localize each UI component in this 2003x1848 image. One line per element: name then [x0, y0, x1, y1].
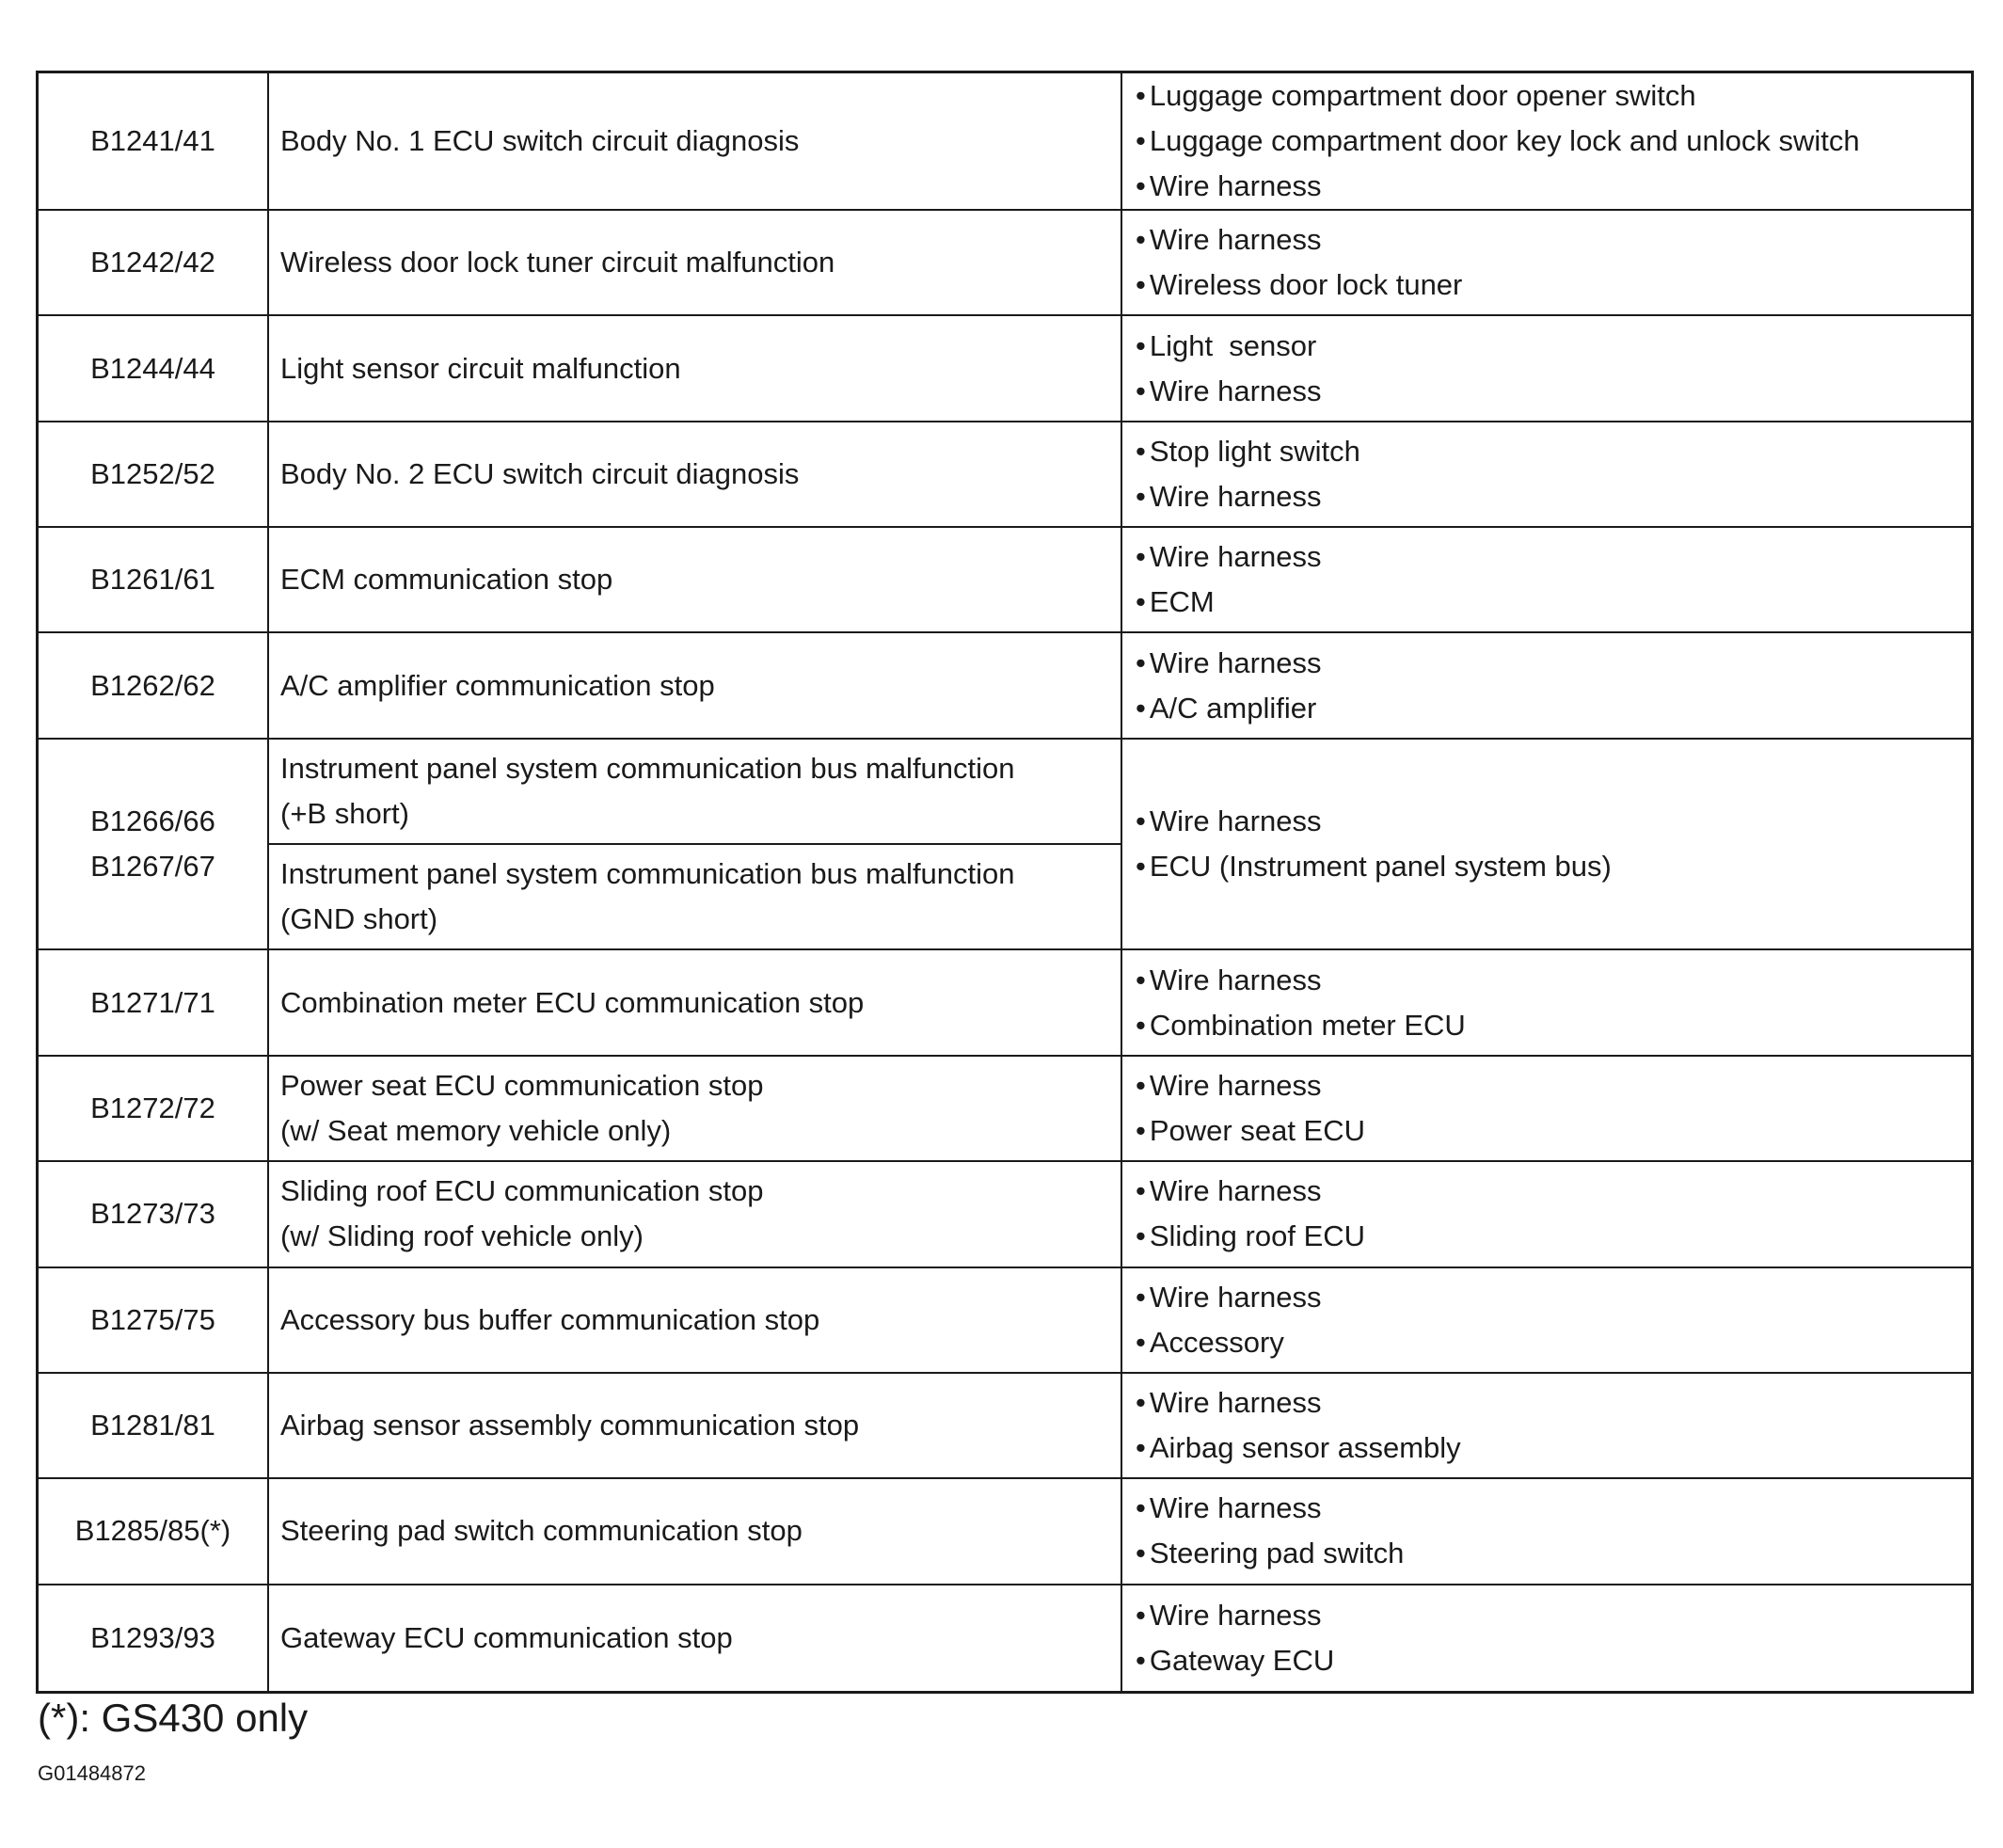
parts-cell: [1122, 422, 1971, 528]
description-cell: [269, 845, 1122, 950]
parts-cell: [1122, 73, 1971, 211]
description-text: (w/ Seat memory vehicle only): [280, 1114, 672, 1148]
part-item: • Accessory: [1136, 1320, 1284, 1365]
part-item: • Wire harness: [1136, 958, 1321, 1003]
description-text: ECM communication stop: [280, 563, 613, 597]
part-item: • Wire harness: [1136, 1063, 1321, 1108]
description-cell: [269, 422, 1122, 528]
figure-id: G01484872: [38, 1761, 146, 1785]
part-item: • Wire harness: [1136, 1275, 1321, 1320]
description-cell: [269, 73, 1122, 211]
part-item: • Wire harness: [1136, 1380, 1321, 1426]
parts-cell: [1122, 1585, 1971, 1691]
description-cell: [269, 950, 1122, 1056]
code-cell: [39, 528, 269, 633]
part-item: • Stop light switch: [1136, 429, 1360, 474]
part-item: • Sliding roof ECU: [1136, 1214, 1365, 1259]
code-text: B1242/42: [90, 246, 215, 279]
part-item: • Wireless door lock tuner: [1136, 263, 1462, 308]
code-text: B1285/85(*): [74, 1514, 231, 1548]
code-text: B1293/93: [90, 1620, 215, 1654]
description-text: A/C amplifier communication stop: [280, 668, 715, 702]
parts-cell: [1122, 528, 1971, 633]
code-text: B1281/81: [90, 1409, 215, 1442]
code-cell: [39, 1268, 269, 1374]
parts-cell: [1122, 1057, 1971, 1162]
part-item: • ECM: [1136, 580, 1215, 625]
code-text: B1271/71: [90, 985, 215, 1019]
code-cell: [39, 950, 269, 1056]
description-cell: [269, 1585, 1122, 1691]
part-item: • Power seat ECU: [1136, 1108, 1365, 1154]
parts-cell: [1122, 1374, 1971, 1479]
description-text: Steering pad switch communication stop: [280, 1514, 803, 1548]
parts-cell: [1122, 1268, 1971, 1374]
description-text: Body No. 2 ECU switch circuit diagnosis: [280, 456, 800, 490]
description-text: Body No. 1 ECU switch circuit diagnosis: [280, 124, 800, 157]
part-item: • Wire harness: [1136, 1486, 1321, 1531]
description-text: Accessory bus buffer communication stop: [280, 1302, 820, 1336]
description-text: Combination meter ECU communication stop: [280, 985, 865, 1019]
part-item: • Gateway ECU: [1136, 1638, 1334, 1683]
description-cell: [269, 528, 1122, 633]
description-text: Wireless door lock tuner circuit malfunction: [280, 246, 835, 279]
code-text: B1272/72: [90, 1091, 215, 1125]
code-text: B1241/41: [90, 124, 215, 157]
part-item: • Wire harness: [1136, 1169, 1321, 1214]
code-text: B1273/73: [90, 1197, 215, 1231]
description-text: Power seat ECU communication stop: [280, 1069, 764, 1103]
code-text: B1252/52: [90, 456, 215, 490]
description-text: (GND short): [280, 902, 438, 936]
code-cell: [39, 73, 269, 211]
description-cell: [269, 1479, 1122, 1585]
part-item: • Wire harness: [1136, 217, 1321, 263]
part-item: • Wire harness: [1136, 641, 1321, 686]
code-cell: [39, 1585, 269, 1691]
code-cell: [39, 1057, 269, 1162]
description-cell: [269, 316, 1122, 422]
description-text: Sliding roof ECU communication stop: [280, 1174, 764, 1208]
parts-cell: [1122, 950, 1971, 1056]
code-text: B1275/75: [90, 1302, 215, 1336]
code-text: B1266/66: [90, 805, 215, 838]
parts-cell: [1122, 740, 1971, 951]
part-item: • Wire harness: [1136, 369, 1321, 414]
description-text: Light sensor circuit malfunction: [280, 351, 681, 385]
code-cell: [39, 316, 269, 422]
part-item: • Steering pad switch: [1136, 1531, 1404, 1576]
code-cell: [39, 740, 269, 951]
description-cell: [269, 1268, 1122, 1374]
footnote: (*): GS430 only: [38, 1696, 309, 1740]
description-cell: [269, 633, 1122, 739]
parts-cell: [1122, 1479, 1971, 1585]
description-cell: [269, 1162, 1122, 1267]
code-text: B1244/44: [90, 351, 215, 385]
part-item: • Combination meter ECU: [1136, 1003, 1466, 1048]
part-item: • Light sensor: [1136, 324, 1316, 369]
parts-cell: [1122, 633, 1971, 739]
description-text: Instrument panel system communication bus malfunction: [280, 751, 1015, 785]
code-cell: [39, 1374, 269, 1479]
description-text: (+B short): [280, 796, 409, 830]
description-cell: [269, 740, 1122, 845]
part-item: • Wire harness: [1136, 164, 1321, 209]
code-text: B1262/62: [90, 668, 215, 702]
part-item: • Wire harness: [1136, 474, 1321, 519]
code-cell: [39, 1479, 269, 1585]
dtc-table: [36, 71, 1974, 1694]
description-text: Airbag sensor assembly communication stop: [280, 1409, 860, 1442]
part-item: • A/C amplifier: [1136, 686, 1316, 731]
part-item: • Wire harness: [1136, 799, 1321, 844]
code-cell: [39, 422, 269, 528]
code-text: B1267/67: [90, 850, 215, 884]
part-item: • Airbag sensor assembly: [1136, 1426, 1461, 1471]
description-cell: [269, 1374, 1122, 1479]
parts-cell: [1122, 211, 1971, 316]
description-cell: [269, 211, 1122, 316]
description-cell: [269, 1057, 1122, 1162]
part-item: • Luggage compartment door opener switch: [1136, 73, 1696, 119]
code-cell: [39, 1162, 269, 1267]
part-item: • Luggage compartment door key lock and unlock switch: [1136, 119, 1860, 164]
description-text: (w/ Sliding roof vehicle only): [280, 1219, 644, 1253]
parts-cell: [1122, 1162, 1971, 1267]
part-item: • ECU (Instrument panel system bus): [1136, 844, 1612, 889]
description-text: Gateway ECU communication stop: [280, 1620, 733, 1654]
code-cell: [39, 633, 269, 739]
part-item: • Wire harness: [1136, 1593, 1321, 1638]
parts-cell: [1122, 316, 1971, 422]
part-item: • Wire harness: [1136, 534, 1321, 580]
code-text: B1261/61: [90, 563, 215, 597]
description-text: Instrument panel system communication bus malfunction: [280, 857, 1015, 891]
code-cell: [39, 211, 269, 316]
